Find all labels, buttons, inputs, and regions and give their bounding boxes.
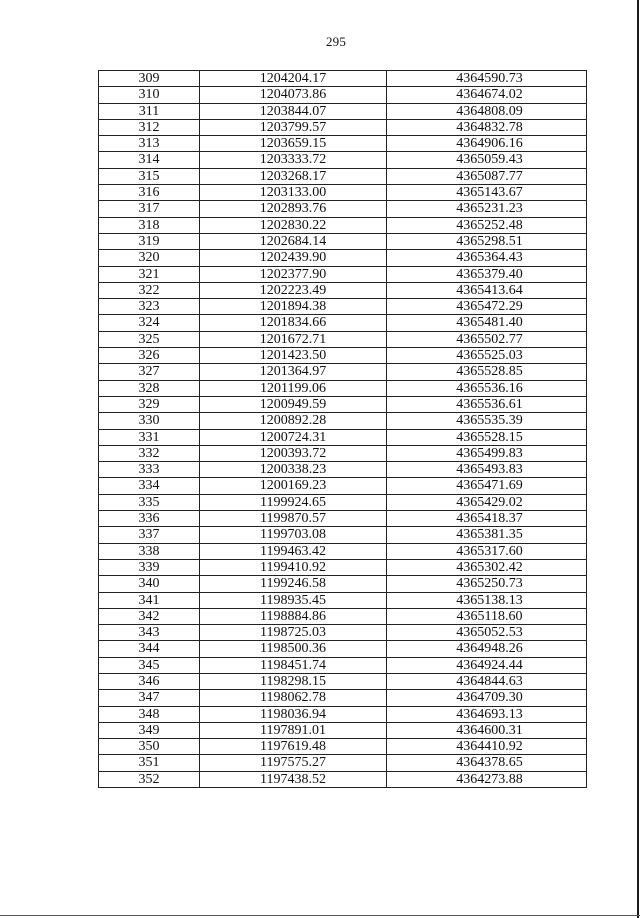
table-row: [99, 445, 587, 461]
table-row: [99, 396, 587, 412]
table-row: [99, 559, 587, 575]
y-coordinate-cell: 4365298.51: [387, 233, 587, 249]
table-row: [99, 233, 587, 249]
scan-edge-bottom: [0, 915, 640, 916]
y-coordinate-cell: 4365493.83: [387, 462, 587, 478]
table-row: [99, 690, 587, 706]
y-coordinate-cell: 4365471.69: [387, 478, 587, 494]
x-coordinate-cell: 1202377.90: [200, 266, 387, 282]
x-coordinate-cell: 1203844.07: [200, 103, 387, 119]
y-coordinate-cell: 4365381.35: [387, 527, 587, 543]
table-row: [99, 722, 587, 738]
point-number-cell: 336: [99, 511, 200, 527]
point-number-cell: 340: [99, 576, 200, 592]
x-coordinate-cell: 1201894.38: [200, 299, 387, 315]
x-coordinate-cell: 1202893.76: [200, 201, 387, 217]
table-row: [99, 511, 587, 527]
x-coordinate-cell: 1202223.49: [200, 282, 387, 298]
y-coordinate-cell: 4365502.77: [387, 331, 587, 347]
y-coordinate-cell: 4365231.23: [387, 201, 587, 217]
y-coordinate-cell: 4365252.48: [387, 217, 587, 233]
x-coordinate-cell: 1198451.74: [200, 657, 387, 673]
point-number-cell: 325: [99, 331, 200, 347]
table-row: [99, 706, 587, 722]
y-coordinate-cell: 4364924.44: [387, 657, 587, 673]
point-number-cell: 310: [99, 87, 200, 103]
x-coordinate-cell: 1203659.15: [200, 136, 387, 152]
scan-edge-right: [637, 0, 639, 918]
y-coordinate-cell: 4365418.37: [387, 511, 587, 527]
y-coordinate-cell: 4364832.78: [387, 119, 587, 135]
point-number-cell: 322: [99, 282, 200, 298]
y-coordinate-cell: 4365536.16: [387, 380, 587, 396]
x-coordinate-cell: 1199703.08: [200, 527, 387, 543]
y-coordinate-cell: 4365429.02: [387, 494, 587, 510]
y-coordinate-cell: 4364709.30: [387, 690, 587, 706]
point-number-cell: 338: [99, 543, 200, 559]
table-row: [99, 282, 587, 298]
y-coordinate-cell: 4364590.73: [387, 71, 587, 87]
x-coordinate-cell: 1201199.06: [200, 380, 387, 396]
y-coordinate-cell: 4365087.77: [387, 168, 587, 184]
y-coordinate-cell: 4364844.63: [387, 673, 587, 689]
x-coordinate-cell: 1203133.00: [200, 185, 387, 201]
table-row: [99, 348, 587, 364]
y-coordinate-cell: 4365472.29: [387, 299, 587, 315]
x-coordinate-cell: 1199924.65: [200, 494, 387, 510]
point-number-cell: 335: [99, 494, 200, 510]
table-row: [99, 771, 587, 787]
x-coordinate-cell: 1197575.27: [200, 755, 387, 771]
point-number-cell: 314: [99, 152, 200, 168]
y-coordinate-cell: 4365143.67: [387, 185, 587, 201]
x-coordinate-cell: 1203268.17: [200, 168, 387, 184]
y-coordinate-cell: 4365302.42: [387, 559, 587, 575]
table-row: [99, 429, 587, 445]
table-row: [99, 755, 587, 771]
table-row: [99, 364, 587, 380]
point-number-cell: 349: [99, 722, 200, 738]
x-coordinate-cell: 1200892.28: [200, 413, 387, 429]
table-row: [99, 494, 587, 510]
y-coordinate-cell: 4365536.61: [387, 396, 587, 412]
x-coordinate-cell: 1203333.72: [200, 152, 387, 168]
table-row: [99, 462, 587, 478]
x-coordinate-cell: 1200724.31: [200, 429, 387, 445]
y-coordinate-cell: 4365525.03: [387, 348, 587, 364]
x-coordinate-cell: 1200393.72: [200, 445, 387, 461]
table-row: [99, 71, 587, 87]
x-coordinate-cell: 1199463.42: [200, 543, 387, 559]
y-coordinate-cell: 4365481.40: [387, 315, 587, 331]
point-number-cell: 311: [99, 103, 200, 119]
point-number-cell: 333: [99, 462, 200, 478]
table-row: [99, 625, 587, 641]
point-number-cell: 352: [99, 771, 200, 787]
table-row: [99, 87, 587, 103]
y-coordinate-cell: 4365528.85: [387, 364, 587, 380]
point-number-cell: 342: [99, 608, 200, 624]
x-coordinate-cell: 1202684.14: [200, 233, 387, 249]
x-coordinate-cell: 1201423.50: [200, 348, 387, 364]
point-number-cell: 331: [99, 429, 200, 445]
table-row: [99, 527, 587, 543]
point-number-cell: 318: [99, 217, 200, 233]
point-number-cell: 315: [99, 168, 200, 184]
table-row: [99, 250, 587, 266]
x-coordinate-cell: 1201364.97: [200, 364, 387, 380]
table-row: [99, 608, 587, 624]
y-coordinate-cell: 4364948.26: [387, 641, 587, 657]
x-coordinate-cell: 1199870.57: [200, 511, 387, 527]
y-coordinate-cell: 4364273.88: [387, 771, 587, 787]
table-row: [99, 641, 587, 657]
x-coordinate-cell: 1200338.23: [200, 462, 387, 478]
point-number-cell: 329: [99, 396, 200, 412]
table-row: [99, 201, 587, 217]
y-coordinate-cell: 4365250.73: [387, 576, 587, 592]
point-number-cell: 323: [99, 299, 200, 315]
y-coordinate-cell: 4364906.16: [387, 136, 587, 152]
y-coordinate-cell: 4364410.92: [387, 739, 587, 755]
point-number-cell: 350: [99, 739, 200, 755]
point-number-cell: 339: [99, 559, 200, 575]
point-number-cell: 344: [99, 641, 200, 657]
point-number-cell: 330: [99, 413, 200, 429]
y-coordinate-cell: 4365535.39: [387, 413, 587, 429]
point-number-cell: 337: [99, 527, 200, 543]
y-coordinate-cell: 4365118.60: [387, 608, 587, 624]
table-row: [99, 136, 587, 152]
point-number-cell: 316: [99, 185, 200, 201]
table-row: [99, 119, 587, 135]
y-coordinate-cell: 4364693.13: [387, 706, 587, 722]
coordinates-table: [98, 70, 587, 788]
x-coordinate-cell: 1198500.36: [200, 641, 387, 657]
point-number-cell: 326: [99, 348, 200, 364]
point-number-cell: 328: [99, 380, 200, 396]
x-coordinate-cell: 1198935.45: [200, 592, 387, 608]
point-number-cell: 317: [99, 201, 200, 217]
table-row: [99, 413, 587, 429]
x-coordinate-cell: 1204073.86: [200, 87, 387, 103]
y-coordinate-cell: 4365138.13: [387, 592, 587, 608]
point-number-cell: 320: [99, 250, 200, 266]
point-number-cell: 312: [99, 119, 200, 135]
x-coordinate-cell: 1199246.58: [200, 576, 387, 592]
y-coordinate-cell: 4364378.65: [387, 755, 587, 771]
table-row: [99, 543, 587, 559]
y-coordinate-cell: 4364674.02: [387, 87, 587, 103]
y-coordinate-cell: 4365052.53: [387, 625, 587, 641]
y-coordinate-cell: 4364600.31: [387, 722, 587, 738]
table-row: [99, 673, 587, 689]
page-number: 295: [325, 34, 347, 49]
table-row: [99, 168, 587, 184]
y-coordinate-cell: 4365059.43: [387, 152, 587, 168]
table-row: [99, 103, 587, 119]
y-coordinate-cell: 4365317.60: [387, 543, 587, 559]
x-coordinate-cell: 1197619.48: [200, 739, 387, 755]
table-row: [99, 657, 587, 673]
point-number-cell: 348: [99, 706, 200, 722]
point-number-cell: 324: [99, 315, 200, 331]
table-row: [99, 380, 587, 396]
point-number-cell: 334: [99, 478, 200, 494]
point-number-cell: 313: [99, 136, 200, 152]
point-number-cell: 319: [99, 233, 200, 249]
table-row: [99, 152, 587, 168]
x-coordinate-cell: 1203799.57: [200, 119, 387, 135]
table-row: [99, 266, 587, 282]
table-row: [99, 739, 587, 755]
point-number-cell: 332: [99, 445, 200, 461]
point-number-cell: 346: [99, 673, 200, 689]
point-number-cell: 321: [99, 266, 200, 282]
x-coordinate-cell: 1197891.01: [200, 722, 387, 738]
table-row: [99, 592, 587, 608]
point-number-cell: 351: [99, 755, 200, 771]
x-coordinate-cell: 1201834.66: [200, 315, 387, 331]
x-coordinate-cell: 1204204.17: [200, 71, 387, 87]
y-coordinate-cell: 4364808.09: [387, 103, 587, 119]
point-number-cell: 345: [99, 657, 200, 673]
x-coordinate-cell: 1202439.90: [200, 250, 387, 266]
table-row: [99, 576, 587, 592]
x-coordinate-cell: 1198884.86: [200, 608, 387, 624]
table-row: [99, 315, 587, 331]
x-coordinate-cell: 1201672.71: [200, 331, 387, 347]
x-coordinate-cell: 1202830.22: [200, 217, 387, 233]
table-row: [99, 478, 587, 494]
y-coordinate-cell: 4365499.83: [387, 445, 587, 461]
x-coordinate-cell: 1198725.03: [200, 625, 387, 641]
y-coordinate-cell: 4365364.43: [387, 250, 587, 266]
point-number-cell: 347: [99, 690, 200, 706]
table-row: [99, 185, 587, 201]
y-coordinate-cell: 4365413.64: [387, 282, 587, 298]
point-number-cell: 327: [99, 364, 200, 380]
y-coordinate-cell: 4365379.40: [387, 266, 587, 282]
table-row: [99, 331, 587, 347]
point-number-cell: 309: [99, 71, 200, 87]
x-coordinate-cell: 1200949.59: [200, 396, 387, 412]
x-coordinate-cell: 1198036.94: [200, 706, 387, 722]
table-row: [99, 299, 587, 315]
point-number-cell: 343: [99, 625, 200, 641]
y-coordinate-cell: 4365528.15: [387, 429, 587, 445]
x-coordinate-cell: 1199410.92: [200, 559, 387, 575]
point-number-cell: 341: [99, 592, 200, 608]
coordinates-table-body: [99, 71, 587, 788]
x-coordinate-cell: 1198298.15: [200, 673, 387, 689]
x-coordinate-cell: 1197438.52: [200, 771, 387, 787]
table-row: [99, 217, 587, 233]
x-coordinate-cell: 1200169.23: [200, 478, 387, 494]
x-coordinate-cell: 1198062.78: [200, 690, 387, 706]
